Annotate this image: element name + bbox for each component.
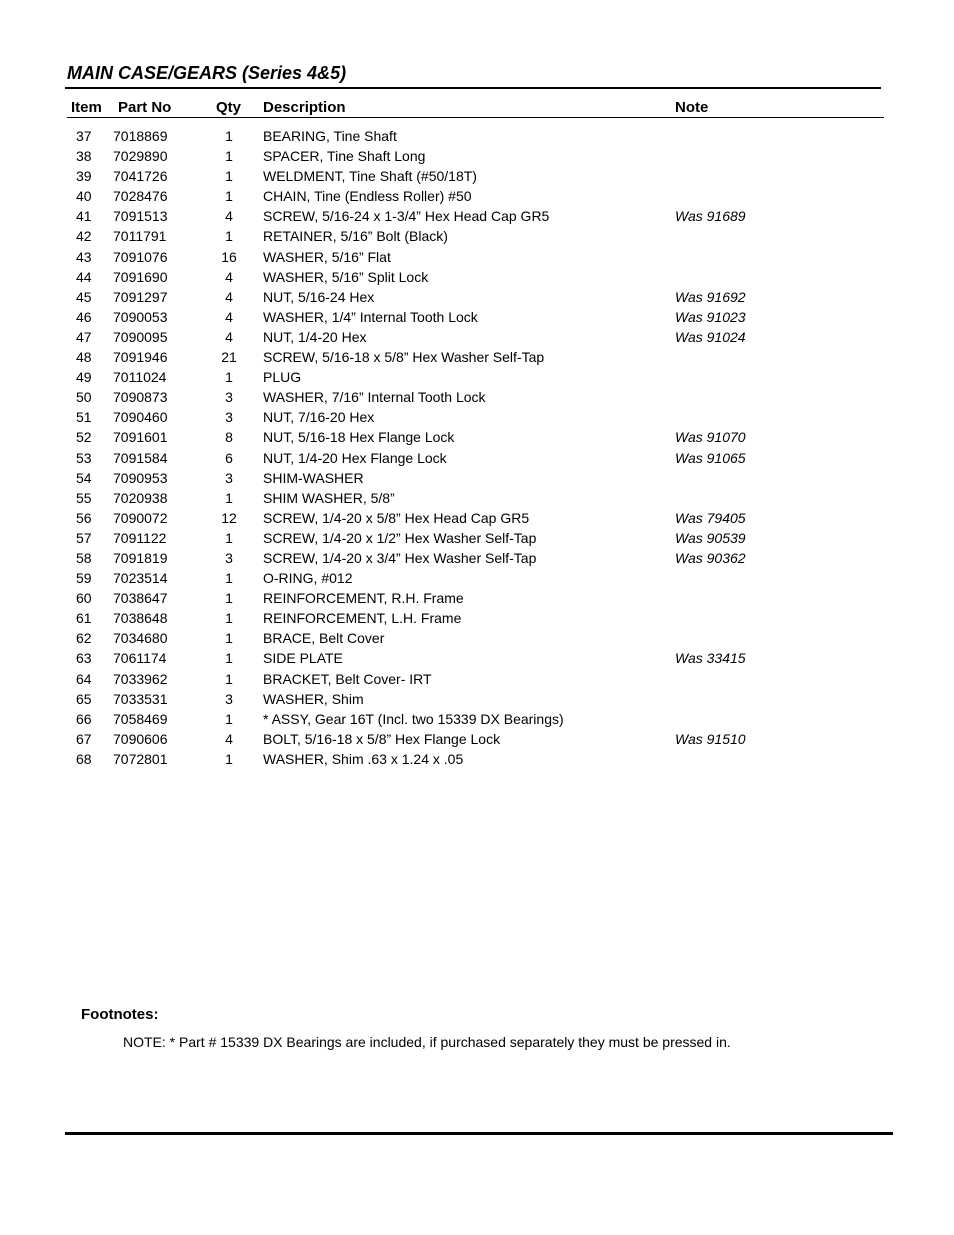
part-no-cell: 7034680 xyxy=(113,630,168,647)
part-no-cell: 7011024 xyxy=(113,369,167,386)
item-cell: 38 xyxy=(76,148,92,165)
description-cell: NUT, 1/4-20 Hex Flange Lock xyxy=(263,449,447,466)
table-row xyxy=(0,629,954,649)
table-row xyxy=(0,589,954,609)
description-cell: SHIM-WASHER xyxy=(263,469,364,486)
item-cell: 46 xyxy=(76,308,92,325)
table-row xyxy=(0,408,954,428)
qty-cell: 3 xyxy=(225,469,233,486)
item-cell: 41 xyxy=(76,208,92,225)
part-no-cell: 7020938 xyxy=(113,489,168,506)
item-cell: 43 xyxy=(76,248,92,265)
table-row xyxy=(0,549,954,569)
description-cell: REINFORCEMENT, L.H. Frame xyxy=(263,610,462,627)
part-no-cell: 7091601 xyxy=(113,429,168,446)
part-no-cell: 7090606 xyxy=(113,730,168,747)
item-cell: 62 xyxy=(76,630,92,647)
part-no-cell: 7038648 xyxy=(113,610,168,627)
description-cell: NUT, 5/16-18 Hex Flange Lock xyxy=(263,429,455,446)
description-cell: SCREW, 1/4-20 x 5/8” Hex Head Cap GR5 xyxy=(263,509,530,526)
title-divider xyxy=(65,87,881,89)
description-cell: SPACER, Tine Shaft Long xyxy=(263,148,426,165)
footnote-text: NOTE: * Part # 15339 DX Bearings are included, if purchased separately they must be pressed in. xyxy=(123,1034,731,1050)
qty-cell: 1 xyxy=(225,650,233,667)
description-cell: NUT, 1/4-20 Hex xyxy=(263,328,367,345)
item-cell: 45 xyxy=(76,288,92,305)
qty-cell: 4 xyxy=(225,208,233,225)
description-cell: SCREW, 5/16-18 x 5/8” Hex Washer Self-Tap xyxy=(263,349,545,366)
item-cell: 64 xyxy=(76,670,92,687)
part-no-cell: 7091122 xyxy=(113,529,167,546)
header-qty: Qty xyxy=(216,99,242,116)
part-no-cell: 7091584 xyxy=(113,449,168,466)
table-row xyxy=(0,227,954,247)
note-cell: Was 90362 xyxy=(675,549,746,566)
item-cell: 60 xyxy=(76,590,92,607)
part-no-cell: 7091819 xyxy=(113,549,168,566)
qty-cell: 1 xyxy=(225,529,233,546)
qty-cell: 3 xyxy=(225,409,233,426)
qty-cell: 1 xyxy=(225,168,233,185)
table-header xyxy=(0,99,954,119)
qty-cell: 3 xyxy=(225,389,233,406)
qty-cell: 4 xyxy=(225,328,233,345)
table-row xyxy=(0,609,954,629)
header-part-no: Part No xyxy=(118,99,172,116)
description-cell: * ASSY, Gear 16T (Incl. two 15339 DX Bearings) xyxy=(263,710,564,727)
item-cell: 44 xyxy=(76,268,92,285)
description-cell: NUT, 5/16-24 Hex xyxy=(263,288,375,305)
table-row xyxy=(0,489,954,509)
table-row xyxy=(0,509,954,529)
item-cell: 68 xyxy=(76,750,92,767)
header-description: Description xyxy=(263,99,346,116)
qty-cell: 6 xyxy=(225,449,233,466)
item-cell: 65 xyxy=(76,690,92,707)
item-cell: 67 xyxy=(76,730,92,747)
description-cell: WELDMENT, Tine Shaft (#50/18T) xyxy=(263,168,477,185)
table-row xyxy=(0,449,954,469)
item-cell: 47 xyxy=(76,328,92,345)
description-cell: WASHER, 5/16” Split Lock xyxy=(263,268,429,285)
part-no-cell: 7091690 xyxy=(113,268,168,285)
qty-cell: 8 xyxy=(225,429,233,446)
qty-cell: 1 xyxy=(225,570,233,587)
item-cell: 55 xyxy=(76,489,92,506)
table-row xyxy=(0,690,954,710)
item-cell: 39 xyxy=(76,168,92,185)
item-cell: 40 xyxy=(76,188,92,205)
qty-cell: 1 xyxy=(225,128,233,144)
qty-cell: 16 xyxy=(221,248,237,265)
qty-cell: 1 xyxy=(225,710,233,727)
parts-table-body xyxy=(0,127,954,770)
note-cell: Was 91023 xyxy=(675,308,746,325)
description-cell: CHAIN, Tine (Endless Roller) #50 xyxy=(263,188,472,205)
note-cell: Was 91070 xyxy=(675,429,746,446)
item-cell: 53 xyxy=(76,449,92,466)
description-cell: SCREW, 1/4-20 x 3/4” Hex Washer Self-Tap xyxy=(263,549,537,566)
description-cell: PLUG xyxy=(263,369,302,386)
item-cell: 66 xyxy=(76,710,92,727)
item-cell: 51 xyxy=(76,409,92,426)
note-cell: Was 79405 xyxy=(675,509,746,526)
qty-cell: 1 xyxy=(225,188,233,205)
qty-cell: 1 xyxy=(225,590,233,607)
description-cell: SHIM WASHER, 5/8” xyxy=(263,489,395,506)
table-row xyxy=(0,388,954,408)
item-cell: 37 xyxy=(76,128,92,144)
part-no-cell: 7033531 xyxy=(113,690,168,707)
bottom-divider xyxy=(65,1132,893,1135)
part-no-cell: 7033962 xyxy=(113,670,168,687)
table-row xyxy=(0,167,954,187)
table-row xyxy=(0,569,954,589)
table-row xyxy=(0,328,954,348)
page-title: MAIN CASE/GEARS (Series 4&5) xyxy=(67,63,347,83)
table-row xyxy=(0,649,954,669)
qty-cell: 1 xyxy=(225,369,233,386)
note-cell: Was 91689 xyxy=(675,208,746,225)
part-no-cell: 7090095 xyxy=(113,328,168,345)
table-row xyxy=(0,428,954,448)
part-no-cell: 7091297 xyxy=(113,288,168,305)
qty-cell: 4 xyxy=(225,308,233,325)
description-cell: WASHER, Shim xyxy=(263,690,364,707)
item-cell: 49 xyxy=(76,369,92,386)
table-row xyxy=(0,348,954,368)
qty-cell: 1 xyxy=(225,630,233,647)
qty-cell: 21 xyxy=(221,349,237,366)
part-no-cell: 7029890 xyxy=(113,148,168,165)
table-row xyxy=(0,529,954,549)
note-cell: Was 90539 xyxy=(675,529,746,546)
table-row xyxy=(0,710,954,730)
item-cell: 50 xyxy=(76,389,92,406)
description-cell: SCREW, 5/16-24 x 1-3/4” Hex Head Cap GR5 xyxy=(263,208,550,225)
qty-cell: 4 xyxy=(225,268,233,285)
part-no-cell: 7091513 xyxy=(113,208,168,225)
header-item: Item xyxy=(71,99,102,116)
table-row xyxy=(0,469,954,489)
part-no-cell: 7041726 xyxy=(113,168,168,185)
description-cell: SIDE PLATE xyxy=(263,650,343,667)
table-row xyxy=(0,730,954,750)
qty-cell: 1 xyxy=(225,228,233,245)
part-no-cell: 7023514 xyxy=(113,570,168,587)
item-cell: 52 xyxy=(76,429,92,446)
description-cell: NUT, 7/16-20 Hex xyxy=(263,409,375,426)
note-cell: Was 91024 xyxy=(675,328,746,345)
part-no-cell: 7058469 xyxy=(113,710,168,727)
qty-cell: 12 xyxy=(221,509,237,526)
table-row xyxy=(0,268,954,288)
part-no-cell: 7018869 xyxy=(113,128,168,144)
part-no-cell: 7090072 xyxy=(113,509,168,526)
qty-cell: 3 xyxy=(225,690,233,707)
description-cell: WASHER, Shim .63 x 1.24 x .05 xyxy=(263,750,464,767)
note-cell: Was 33415 xyxy=(675,650,746,667)
description-cell: SCREW, 1/4-20 x 1/2” Hex Washer Self-Tap xyxy=(263,529,537,546)
item-cell: 48 xyxy=(76,349,92,366)
description-cell: O-RING, #012 xyxy=(263,570,353,587)
item-cell: 58 xyxy=(76,549,92,566)
part-no-cell: 7091076 xyxy=(113,248,168,265)
part-no-cell: 7011791 xyxy=(113,228,167,245)
qty-cell: 1 xyxy=(225,750,233,767)
description-cell: WASHER, 5/16” Flat xyxy=(263,248,391,265)
table-row xyxy=(0,750,954,770)
item-cell: 59 xyxy=(76,570,92,587)
part-no-cell: 7028476 xyxy=(113,188,168,205)
table-row xyxy=(0,207,954,227)
table-row xyxy=(0,368,954,388)
part-no-cell: 7038647 xyxy=(113,590,168,607)
header-divider xyxy=(67,117,884,118)
part-no-cell: 7090953 xyxy=(113,469,168,486)
qty-cell: 4 xyxy=(225,288,233,305)
part-no-cell: 7090460 xyxy=(113,409,168,426)
table-row xyxy=(0,288,954,308)
note-cell: Was 91692 xyxy=(675,288,746,305)
header-note: Note xyxy=(675,99,709,116)
part-no-cell: 7090053 xyxy=(113,308,168,325)
qty-cell: 1 xyxy=(225,148,233,165)
qty-cell: 1 xyxy=(225,610,233,627)
footnotes-title: Footnotes: xyxy=(81,1006,159,1023)
description-cell: WASHER, 7/16” Internal Tooth Lock xyxy=(263,389,486,406)
qty-cell: 3 xyxy=(225,549,233,566)
note-cell: Was 91510 xyxy=(675,730,746,747)
table-row xyxy=(0,187,954,207)
note-cell: Was 91065 xyxy=(675,449,746,466)
description-cell: WASHER, 1/4” Internal Tooth Lock xyxy=(263,308,478,325)
table-row xyxy=(0,127,954,147)
item-cell: 61 xyxy=(76,610,92,627)
description-cell: BOLT, 5/16-18 x 5/8” Hex Flange Lock xyxy=(263,730,501,747)
part-no-cell: 7072801 xyxy=(113,750,168,767)
part-no-cell: 7091946 xyxy=(113,349,168,366)
table-row xyxy=(0,308,954,328)
qty-cell: 1 xyxy=(225,489,233,506)
qty-cell: 4 xyxy=(225,730,233,747)
item-cell: 42 xyxy=(76,228,92,245)
part-no-cell: 7061174 xyxy=(113,650,167,667)
table-row xyxy=(0,147,954,167)
qty-cell: 1 xyxy=(225,670,233,687)
item-cell: 56 xyxy=(76,509,92,526)
item-cell: 63 xyxy=(76,650,92,667)
description-cell: BEARING, Tine Shaft xyxy=(263,128,397,144)
table-row xyxy=(0,248,954,268)
item-cell: 54 xyxy=(76,469,92,486)
description-cell: BRACE, Belt Cover xyxy=(263,630,385,647)
description-cell: BRACKET, Belt Cover- IRT xyxy=(263,670,432,687)
table-row xyxy=(0,670,954,690)
part-no-cell: 7090873 xyxy=(113,389,168,406)
item-cell: 57 xyxy=(76,529,92,546)
description-cell: REINFORCEMENT, R.H. Frame xyxy=(263,590,464,607)
description-cell: RETAINER, 5/16” Bolt (Black) xyxy=(263,228,448,245)
